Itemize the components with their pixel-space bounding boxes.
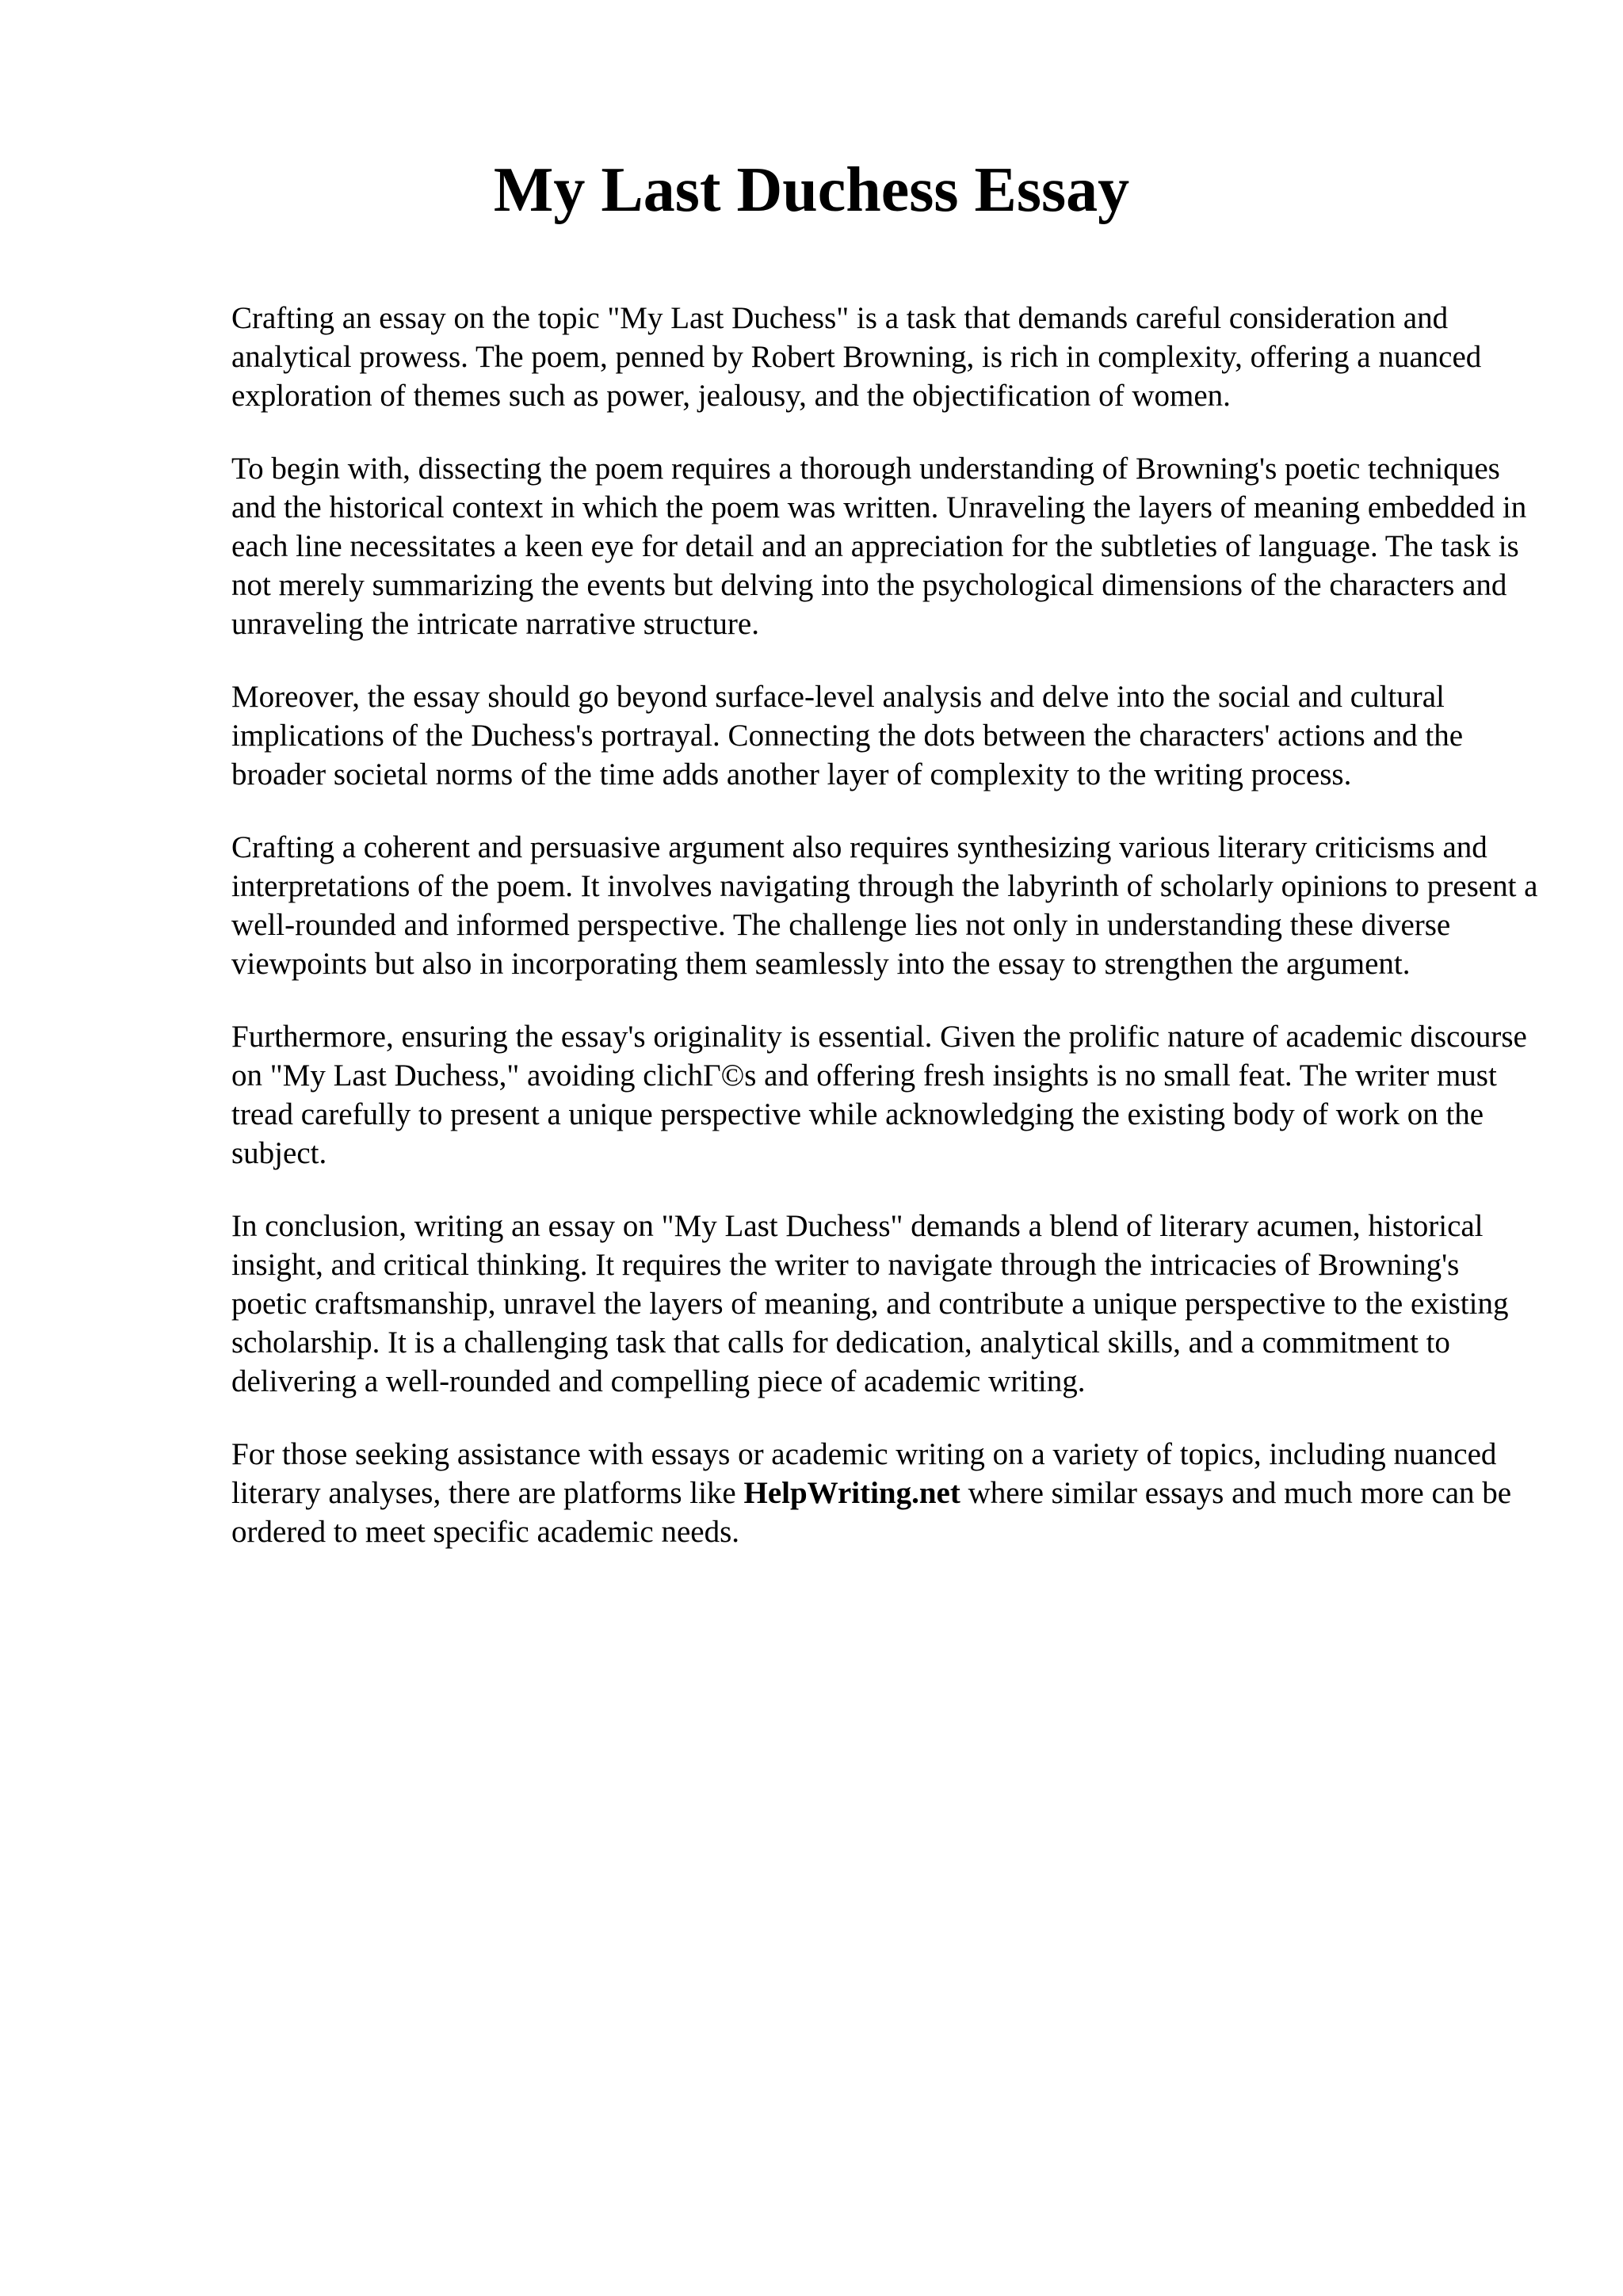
brand-name: HelpWriting.net (743, 1476, 960, 1510)
paragraph-3: Moreover, the essay should go beyond surface-level analysis and delve into the social and cultural implications of the Duchess's portrayal. Connecting the dots between the characters' actions and the broader societal norms of the time adds another layer of complexity to the writing process. (231, 680, 1464, 791)
paragraph-2: To begin with, dissecting the poem requires a thorough understanding of Browning's poetic techniques and the historical context in which the poem was written. Unraveling the layers of meaning embedded in each line necessitates a keen eye for detail and an appreciation for the subtleties of language. The task is not merely summarizing the events but delving into the psychological dimensions of the characters and unraveling the intricate narrative structure. (231, 452, 1527, 641)
page-title: My Last Duchess Essay (493, 155, 1130, 225)
paragraph-closing (231, 1435, 1539, 1551)
paragraph-5: Furthermore, ensuring the essay's originality is essential. Given the prolific nature of academic discourse on "My Last Duchess," avoiding clichГ©s and offering fresh insights is no small feat. The writer must tread carefully to present a unique perspective while acknowledging the existing body of work on the subject. (231, 1020, 1527, 1170)
essay-body (231, 299, 1539, 1585)
paragraph-4: Crafting a coherent and persuasive argument also requires synthesizing various literary criticisms and interpretations of the poem. It involves navigating through the labyrinth of scholarly opinions to present a well-rounded and informed perspective. The challenge lies not only in understanding these diverse viewpoints but also in incorporating them seamlessly into the essay to strengthen the argument. (231, 830, 1538, 981)
paragraph-6: In conclusion, writing an essay on "My Last Duchess" demands a blend of literary acumen, historical insight, and critical thinking. It requires the writer to navigate through the intricacies of Browning's poetic craftsmanship, unravel the layers of meaning, and contribute a unique perspective to the existing scholarship. It is a challenging task that calls for dedication, analytical skills, and a commitment to delivering a well-rounded and compelling piece of academic writing. (231, 1209, 1509, 1398)
paragraph-1: Crafting an essay on the topic "My Last Duchess" is a task that demands careful consideration and analytical prowess. The poem, penned by Robert Browning, is rich in complexity, offering a nuanced exploration of themes such as power, jealousy, and the objectification of women. (231, 301, 1482, 413)
closing-text-after: where similar essays and much more can be ordered to meet specific academic needs. (231, 1476, 1512, 1549)
closing-text-before: For those seeking assistance with essays or academic writing on a variety of topics, including nuanced literary analyses, there are platforms like (231, 1437, 1497, 1510)
